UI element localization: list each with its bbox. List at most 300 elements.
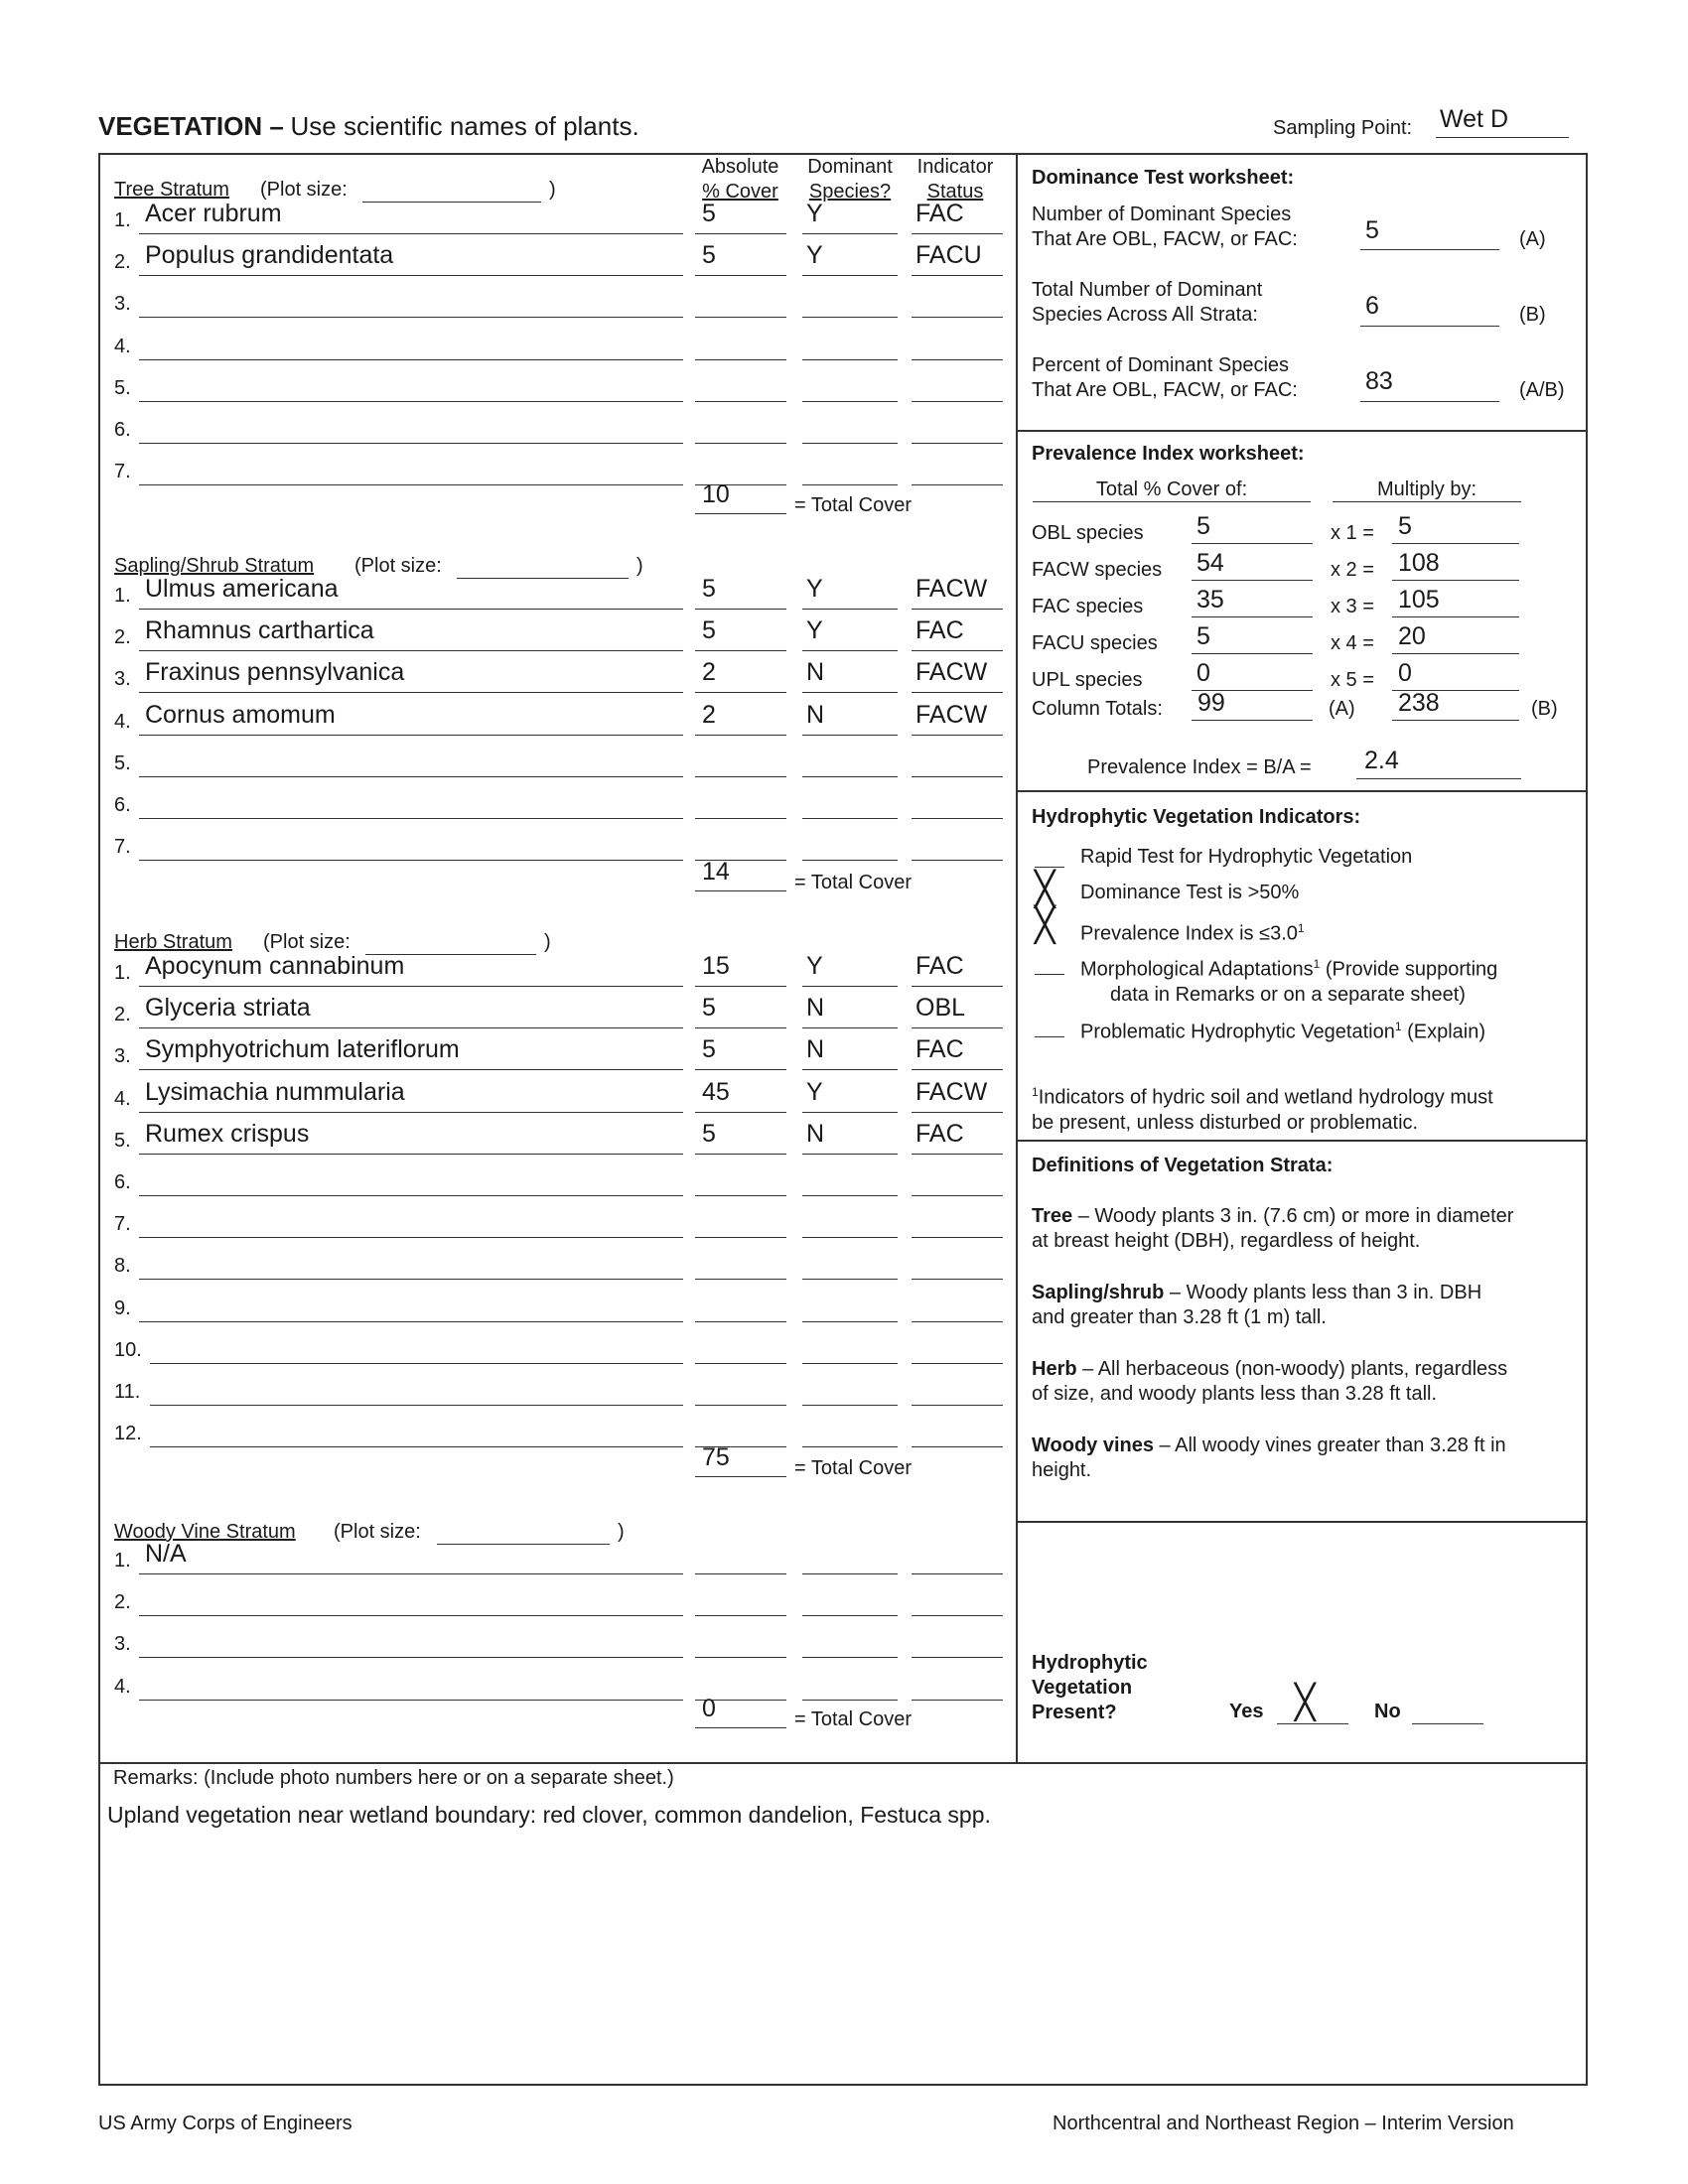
indicator-checkbox-empty[interactable] [1035, 867, 1064, 868]
sapling-dominant-line [802, 776, 898, 777]
tree-cover-line [695, 401, 786, 402]
herb-species-line [139, 1237, 683, 1238]
vine-indicator-line [912, 1573, 1003, 1574]
right-divider-2 [1016, 790, 1588, 792]
herb-cover-line [695, 1112, 786, 1113]
tree-dominant-line [802, 443, 898, 444]
prevalence-row-multiplier: x 5 = [1331, 669, 1374, 691]
sapling-dominant-line [802, 609, 898, 610]
herb-stratum-title: Herb Stratum [114, 931, 232, 953]
vine-dominant-line [802, 1700, 898, 1701]
sapling-species-line [139, 776, 683, 777]
indicator-checkbox-checked[interactable]: ╳ [1035, 870, 1055, 909]
tree-cover-line [695, 233, 786, 234]
prevalence-row-product[interactable]: 5 [1398, 512, 1412, 540]
sapling-absolute-cover[interactable]: 2 [702, 658, 716, 687]
footnote-sup: 1 [1032, 1085, 1039, 1099]
herb-indicator-line [912, 1363, 1003, 1364]
indicator-checkbox-empty[interactable] [1035, 1036, 1064, 1037]
yes-label: Yes [1229, 1701, 1264, 1722]
footnote-line1: Indicators of hydric soil and wetland hydrology must [1038, 1086, 1493, 1109]
dominance-a-line1: Number of Dominant Species [1032, 204, 1292, 225]
tree-indicator-status[interactable]: FACU [915, 241, 982, 270]
indicator-text: Dominance Test is >50% [1080, 882, 1300, 903]
sapling-plot-size-close: ) [636, 555, 643, 577]
tree-species-line [139, 484, 683, 485]
herb-absolute-cover[interactable]: 45 [702, 1077, 730, 1106]
sapling-indicator-line [912, 818, 1003, 819]
tree-species-line [139, 401, 683, 402]
sapling-indicator-status[interactable]: FAC [915, 616, 964, 645]
column-totals-cover-underline [1192, 720, 1313, 721]
sapling-dominant-species[interactable]: N [806, 700, 825, 729]
sapling-species-line [139, 609, 683, 610]
sapling-dominant-line [802, 692, 898, 693]
definitions-title: Definitions of Vegetation Strata: [1032, 1155, 1334, 1176]
prevalence-index-label: Prevalence Index = B/A = [1087, 756, 1312, 778]
prevalence-row-product[interactable]: 105 [1398, 586, 1440, 614]
prevalence-row-cover[interactable]: 5 [1196, 622, 1210, 650]
dominance-c-code: (A/B) [1519, 379, 1565, 401]
herb-indicator-line [912, 1405, 1003, 1406]
vine-indicator-line [912, 1657, 1003, 1658]
right-divider-4 [1016, 1521, 1588, 1523]
sampling-point-label: Sampling Point: [1273, 117, 1413, 139]
indicator-text: Problematic Hydrophytic Vegetation [1080, 1021, 1395, 1043]
herb-row-number: 6. [114, 1171, 131, 1193]
vine-row-number: 2. [114, 1591, 131, 1614]
tree-row-number: 4. [114, 335, 131, 357]
herb-dominant-species[interactable]: N [806, 994, 825, 1023]
herb-indicator-line [912, 1069, 1003, 1070]
sapling-dominant-species[interactable]: N [806, 658, 825, 687]
absolute-cover-header [693, 155, 787, 205]
vine-cover-line [695, 1573, 786, 1574]
herb-species-line [139, 1195, 683, 1196]
sapling-species-name[interactable]: Fraxinus pennsylvanica [145, 658, 405, 687]
vegetation-present-line2: Vegetation [1032, 1677, 1133, 1699]
sapling-dominant-line [802, 735, 898, 736]
herb-species-name[interactable]: Rumex crispus [145, 1119, 310, 1148]
sapling-indicator-line [912, 650, 1003, 651]
sapling-dominant-species[interactable]: Y [806, 616, 823, 645]
herb-dominant-line [802, 1237, 898, 1238]
indicator-header-line1: Indicator [916, 156, 994, 178]
dominance-a-value[interactable]: 5 [1365, 216, 1379, 244]
sapling-row-number: 1. [114, 585, 131, 607]
tree-species-name[interactable]: Acer rubrum [145, 200, 282, 227]
sapling-absolute-cover[interactable]: 2 [702, 700, 716, 729]
prevalence-index-value[interactable]: 2.4 [1364, 747, 1399, 774]
herb-row-number: 7. [114, 1213, 131, 1236]
vine-row-number: 4. [114, 1675, 131, 1698]
frame-bottom [98, 2084, 1588, 2086]
herb-indicator-status[interactable]: FACW [915, 1077, 988, 1106]
indicator-text-line2: data in Remarks or on a separate sheet) [1110, 983, 1466, 1006]
column-totals-product[interactable]: 238 [1398, 689, 1440, 717]
herb-indicator-line [912, 986, 1003, 987]
sapling-plot-size-field[interactable] [457, 578, 629, 579]
tree-indicator-line [912, 317, 1003, 318]
tree-dominant-line [802, 317, 898, 318]
definition-herb-line2: of size, and woody plants less than 3.28 ft tall. [1032, 1383, 1438, 1405]
indicator-text: Prevalence Index is ≤3.0 [1080, 922, 1298, 945]
tree-row-number: 1. [114, 209, 131, 231]
sapling-absolute-cover[interactable]: 5 [702, 616, 716, 645]
dominance-title: Dominance Test worksheet: [1032, 167, 1295, 189]
tree-cover-line [695, 317, 786, 318]
tree-absolute-cover[interactable]: 5 [702, 200, 716, 227]
sapling-row-number: 7. [114, 836, 131, 859]
herb-species-line [139, 1279, 683, 1280]
herb-cover-line [695, 1321, 786, 1322]
sapling-cover-line [695, 609, 786, 610]
sapling-cover-line [695, 692, 786, 693]
herb-row-number: 1. [114, 962, 131, 984]
herb-species-line [150, 1405, 683, 1406]
herb-total-cover-line [695, 1476, 786, 1477]
sapling-plot-size-label: (Plot size: [354, 555, 442, 577]
sapling-indicator-status[interactable]: FACW [915, 658, 988, 687]
vine-dominant-line [802, 1615, 898, 1616]
tree-plot-size-field[interactable] [362, 202, 541, 203]
herb-species-line [150, 1363, 683, 1364]
vine-species-line [139, 1615, 683, 1616]
frame-left [98, 153, 100, 2086]
column-totals-cover[interactable]: 99 [1197, 689, 1225, 717]
dominance-a-line2: That Are OBL, FACW, or FAC: [1032, 228, 1298, 250]
indicator-footnote-ref: 1 [1394, 1020, 1402, 1033]
column-totals-label: Column Totals: [1032, 698, 1163, 720]
herb-dominant-line [802, 1405, 898, 1406]
dominant-header-line1: Dominant [807, 156, 893, 178]
sapling-species-line [139, 735, 683, 736]
sapling-indicator-line [912, 776, 1003, 777]
sapling-species-line [139, 692, 683, 693]
sapling-indicator-status[interactable]: FACW [915, 700, 988, 729]
herb-absolute-cover[interactable]: 5 [702, 1035, 716, 1064]
vine-dominant-line [802, 1573, 898, 1574]
sapling-cover-line [695, 735, 786, 736]
prevalence-row-label: FACW species [1032, 559, 1163, 581]
vine-plot-size-close: ) [618, 1521, 625, 1543]
tree-dominant-species[interactable]: Y [806, 200, 823, 227]
indicator-footnote-ref: 1 [1313, 957, 1321, 971]
herb-cover-line [695, 986, 786, 987]
definition-herb-term: Herb [1032, 1358, 1077, 1380]
sapling-indicator-line [912, 609, 1003, 610]
dominance-c-underline [1360, 401, 1499, 402]
sapling-species-line [139, 818, 683, 819]
indicator-text-rest: (Provide supporting [1320, 958, 1498, 981]
tree-dominant-line [802, 401, 898, 402]
prevalence-row-product[interactable]: 0 [1398, 659, 1412, 687]
indicators-title: Hydrophytic Vegetation Indicators: [1032, 806, 1361, 828]
tree-species-name[interactable]: Populus grandidentata [145, 241, 394, 270]
tree-cover-line [695, 359, 786, 360]
tree-total-cover-line [695, 513, 786, 514]
vine-row-number: 1. [114, 1550, 131, 1571]
herb-species-name[interactable]: Apocynum cannabinum [145, 952, 405, 980]
column-totals-code-b: (B) [1531, 698, 1558, 720]
column-totals-product-underline [1392, 720, 1519, 721]
remarks-divider [98, 1762, 1588, 1764]
herb-absolute-cover[interactable]: 5 [702, 994, 716, 1023]
vine-plot-size-field[interactable] [437, 1544, 610, 1545]
footer-left: US Army Corps of Engineers [98, 2113, 352, 2134]
indicator-label [1080, 952, 1497, 1008]
definition-herb [1032, 1357, 1507, 1407]
herb-dominant-line [802, 1154, 898, 1155]
herb-indicator-line [912, 1237, 1003, 1238]
sapling-indicator-status[interactable]: FACW [915, 575, 988, 603]
definition-sapling-line1: – Woody plants less than 3 in. DBH [1164, 1282, 1482, 1303]
vine-total-cover-value[interactable]: 0 [702, 1695, 716, 1722]
vine-species-line [139, 1657, 683, 1658]
sapling-dominant-species[interactable]: Y [806, 575, 823, 603]
footer-right: Northcentral and Northeast Region – Interim Version [1053, 2113, 1514, 2134]
definition-sapling-line2: and greater than 3.28 ft (1 m) tall. [1032, 1306, 1327, 1328]
sapling-dominant-line [802, 818, 898, 819]
prevalence-cover-line [1192, 580, 1313, 581]
herb-cover-line [695, 1027, 786, 1028]
column-totals-code-a: (A) [1329, 698, 1355, 720]
dominance-a-code: (A) [1519, 228, 1546, 250]
tree-dominant-line [802, 359, 898, 360]
herb-species-name[interactable]: Glyceria striata [145, 994, 311, 1023]
tree-dominant-line [802, 484, 898, 485]
herb-indicator-status[interactable]: FAC [915, 952, 964, 980]
sapling-total-cover-value[interactable]: 14 [702, 858, 730, 886]
tree-indicator-line [912, 275, 1003, 276]
herb-indicator-status[interactable]: FAC [915, 1035, 964, 1064]
herb-cover-line [695, 1154, 786, 1155]
sapling-cover-line [695, 818, 786, 819]
herb-species-line [139, 1112, 683, 1113]
herb-indicator-line [912, 1112, 1003, 1113]
definition-sapling-term: Sapling/shrub [1032, 1282, 1165, 1303]
indicator-header-line2: Status [926, 181, 984, 203]
herb-row-number: 5. [114, 1129, 131, 1152]
dominant-header-line2: Species? [808, 181, 892, 203]
herb-total-cover-value[interactable]: 75 [702, 1443, 730, 1471]
dominance-c-line1: Percent of Dominant Species [1032, 354, 1290, 376]
tree-stratum-title: Tree Stratum [114, 179, 229, 201]
herb-row-number: 9. [114, 1297, 131, 1319]
sapling-species-line [139, 650, 683, 651]
definition-vine-line2: height. [1032, 1459, 1092, 1481]
prevalence-cover-line [1192, 616, 1313, 617]
prevalence-row-multiplier: x 3 = [1331, 596, 1374, 617]
dominance-a-underline [1360, 249, 1499, 250]
herb-indicator-status[interactable]: FAC [915, 1119, 964, 1148]
herb-indicator-line [912, 1446, 1003, 1447]
herb-indicator-line [912, 1279, 1003, 1280]
herb-indicator-status[interactable]: OBL [915, 994, 966, 1023]
prevalence-row-cover[interactable]: 5 [1196, 512, 1210, 540]
sapling-row-number: 2. [114, 626, 131, 649]
herb-cover-line [695, 1363, 786, 1364]
prevalence-product-line [1392, 653, 1519, 654]
vine-species-line [139, 1700, 683, 1701]
dominance-b-underline [1360, 326, 1499, 327]
dominance-a-label [1032, 203, 1298, 252]
indicator-label [1080, 845, 1412, 870]
sapling-indicator-line [912, 860, 1003, 861]
herb-dominant-species[interactable]: Y [806, 1077, 823, 1106]
tree-indicator-line [912, 443, 1003, 444]
herb-absolute-cover[interactable]: 15 [702, 952, 730, 980]
tree-species-line [139, 233, 683, 234]
prevalence-row-label: OBL species [1032, 522, 1144, 544]
herb-dominant-line [802, 1112, 898, 1113]
sapling-species-name[interactable]: Rhamnus carthartica [145, 616, 374, 645]
yes-checkmark[interactable]: ╳ [1295, 1683, 1316, 1722]
herb-dominant-species[interactable]: Y [806, 952, 823, 980]
indicator-checkbox-checked[interactable]: ╳ [1035, 905, 1055, 945]
prevalence-col2-header: Multiply by: [1333, 478, 1521, 502]
herb-dominant-species[interactable]: N [806, 1035, 825, 1064]
dominance-b-line2: Species Across All Strata: [1032, 304, 1258, 326]
tree-species-line [139, 443, 683, 444]
prevalence-product-line [1392, 543, 1519, 544]
sapling-cover-line [695, 776, 786, 777]
herb-species-name[interactable]: Lysimachia nummularia [145, 1077, 405, 1106]
tree-total-cover-label: = Total Cover [794, 494, 913, 516]
herb-total-cover-label: = Total Cover [794, 1457, 913, 1479]
definition-vine [1032, 1433, 1506, 1483]
tree-row-number: 5. [114, 376, 131, 399]
tree-indicator-line [912, 359, 1003, 360]
herb-cover-line [695, 1405, 786, 1406]
vine-cover-line [695, 1615, 786, 1616]
no-underline[interactable] [1412, 1723, 1483, 1724]
herb-dominant-line [802, 986, 898, 987]
herb-row-number: 2. [114, 1004, 131, 1026]
herb-cover-line [695, 1195, 786, 1196]
prevalence-row-product[interactable]: 108 [1398, 549, 1440, 577]
vegetation-present-label [1032, 1651, 1148, 1725]
remarks-text[interactable]: Upland vegetation near wetland boundary: red clover, common dandelion, Festuca spp. [107, 1802, 991, 1828]
title-rest: Use scientific names of plants. [290, 111, 639, 141]
tree-plot-size-close: ) [549, 179, 556, 201]
definition-vine-line1: – All woody vines greater than 3.28 ft in [1154, 1434, 1506, 1456]
sapling-species-name[interactable]: Cornus amomum [145, 700, 336, 729]
vine-row-number: 3. [114, 1633, 131, 1656]
sapling-dominant-line [802, 650, 898, 651]
dominance-c-value[interactable]: 83 [1365, 367, 1393, 395]
herb-absolute-cover[interactable]: 5 [702, 1119, 716, 1148]
definition-tree-term: Tree [1032, 1205, 1073, 1227]
sampling-point-value[interactable]: Wet D [1440, 105, 1508, 133]
herb-row-number: 12. [114, 1423, 142, 1445]
herb-dominant-line [802, 1363, 898, 1364]
indicator-label [1080, 916, 1305, 947]
herb-species-line [139, 1321, 683, 1322]
dominance-b-label [1032, 278, 1262, 328]
tree-row-number: 2. [114, 251, 131, 274]
sapling-row-number: 3. [114, 668, 131, 691]
sapling-total-cover-label: = Total Cover [794, 872, 913, 893]
prevalence-row-cover[interactable]: 54 [1196, 549, 1224, 577]
vine-species-name[interactable]: N/A [145, 1540, 187, 1568]
herb-dominant-line [802, 1069, 898, 1070]
prevalence-row-cover[interactable]: 35 [1196, 586, 1224, 614]
definition-tree [1032, 1204, 1513, 1254]
prevalence-row-product[interactable]: 20 [1398, 622, 1426, 650]
prevalence-product-line [1392, 616, 1519, 617]
tree-total-cover-value[interactable]: 10 [702, 480, 730, 508]
tree-indicator-line [912, 233, 1003, 234]
indicators-footnote [1032, 1080, 1493, 1136]
sapling-row-number: 4. [114, 710, 131, 733]
dominance-c-label [1032, 353, 1298, 403]
tree-dominant-species[interactable]: Y [806, 241, 823, 270]
vine-total-cover-label: = Total Cover [794, 1708, 913, 1730]
tree-indicator-status[interactable]: FAC [915, 200, 964, 227]
prevalence-cover-line [1192, 653, 1313, 654]
herb-dominant-line [802, 1321, 898, 1322]
tree-indicator-line [912, 484, 1003, 485]
definition-sapling [1032, 1281, 1481, 1330]
sapling-dominant-line [802, 860, 898, 861]
sapling-species-name[interactable]: Ulmus americana [145, 575, 339, 603]
indicator-text: Morphological Adaptations [1080, 958, 1314, 981]
herb-row-number: 10. [114, 1338, 142, 1361]
herb-plot-size-close: ) [544, 931, 551, 953]
vine-stratum-title: Woody Vine Stratum [114, 1521, 296, 1543]
tree-indicator-line [912, 401, 1003, 402]
sapling-cover-line [695, 650, 786, 651]
herb-species-line [139, 986, 683, 987]
tree-row-number: 6. [114, 419, 131, 441]
vine-plot-size-label: (Plot size: [334, 1521, 421, 1543]
tree-species-line [139, 359, 683, 360]
indicator-checkbox-empty[interactable] [1035, 974, 1064, 975]
definition-vine-term: Woody vines [1032, 1434, 1154, 1456]
herb-species-name[interactable]: Symphyotrichum lateriflorum [145, 1035, 460, 1064]
herb-row-number: 3. [114, 1045, 131, 1068]
prevalence-cover-line [1192, 543, 1313, 544]
absolute-header-line1: Absolute [701, 156, 779, 178]
remarks-label: Remarks: (Include photo numbers here or on a separate sheet.) [113, 1767, 674, 1789]
herb-row-number: 11. [114, 1381, 141, 1403]
herb-dominant-species[interactable]: N [806, 1119, 825, 1148]
right-divider-1 [1016, 430, 1588, 432]
herb-indicator-line [912, 1195, 1003, 1196]
tree-plot-size-label: (Plot size: [260, 179, 348, 201]
herb-dominant-line [802, 1446, 898, 1447]
indicator-label [1080, 881, 1299, 905]
sapling-stratum-title: Sapling/Shrub Stratum [114, 555, 315, 577]
tree-cover-line [695, 443, 786, 444]
sapling-absolute-cover[interactable]: 5 [702, 575, 716, 603]
prevalence-row-multiplier: x 1 = [1331, 522, 1374, 544]
prevalence-row-label: UPL species [1032, 669, 1143, 691]
absolute-header-line2: % Cover [702, 181, 778, 203]
tree-species-line [139, 317, 683, 318]
dominance-b-value[interactable]: 6 [1365, 292, 1379, 320]
tree-absolute-cover[interactable]: 5 [702, 241, 716, 270]
herb-dominant-line [802, 1195, 898, 1196]
vine-total-cover-line [695, 1727, 786, 1728]
tree-cover-line [695, 275, 786, 276]
definition-tree-line1: – Woody plants 3 in. (7.6 cm) or more in diameter [1072, 1205, 1514, 1227]
tree-dominant-line [802, 233, 898, 234]
vine-dominant-line [802, 1657, 898, 1658]
prevalence-row-cover[interactable]: 0 [1196, 659, 1210, 687]
herb-row-number: 4. [114, 1087, 131, 1110]
